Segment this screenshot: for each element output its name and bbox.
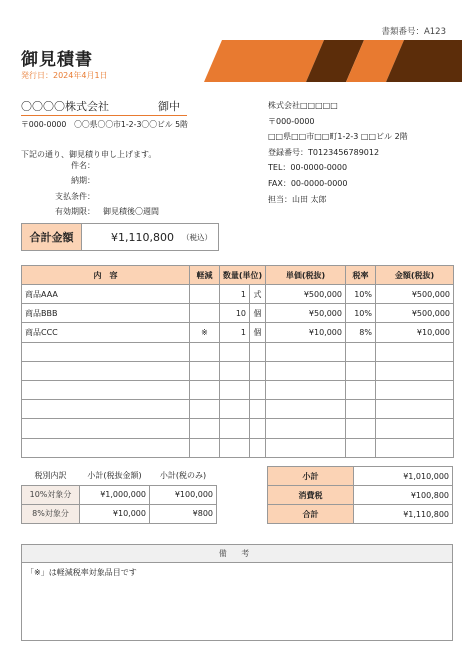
item-amount (376, 419, 454, 438)
item-unit (250, 361, 266, 380)
item-reduced (190, 361, 220, 380)
item-qty (220, 342, 250, 361)
item-reduced (190, 304, 220, 323)
issuer-company: 株式会社□□□□□ (268, 101, 338, 110)
item-reduced (190, 438, 220, 457)
item-price: ¥50,000 (266, 304, 346, 323)
item-amount (376, 342, 454, 361)
item-qty: 1 (220, 285, 250, 304)
document-title: 御見積書 (21, 50, 93, 70)
stripe-orange-1 (204, 40, 324, 82)
item-unit (250, 400, 266, 419)
table-row (22, 342, 454, 361)
tax-bd-col-label: 税別内訳 (22, 466, 80, 485)
item-rate: 8% (346, 323, 376, 342)
tax-breakdown-table (21, 466, 217, 524)
item-price (266, 361, 346, 380)
item-desc: 商品CCC (22, 323, 190, 342)
info-row-delivery (21, 175, 221, 190)
tax-bd-tax: ¥800 (150, 504, 217, 523)
tax-breakdown-header (22, 466, 217, 485)
table-row (22, 504, 217, 523)
item-amount: ¥500,000 (376, 304, 454, 323)
item-reduced (190, 419, 220, 438)
issue-date: 発行日：2024年4月1日 (21, 71, 108, 80)
table-row (22, 361, 454, 380)
summary-total-row (268, 505, 453, 524)
item-price: ¥10,000 (266, 323, 346, 342)
item-rate: 10% (346, 285, 376, 304)
info-label: 件名： (71, 161, 95, 170)
issuer-fax: FAX：00-0000-0000 (268, 178, 348, 188)
tax-bd-tax: ¥100,000 (150, 485, 217, 504)
issuer-registration: 登録番号：T0123456789012 (268, 147, 380, 157)
summary-value: ¥100,800 (354, 486, 453, 505)
item-amount (376, 380, 454, 399)
item-reduced (190, 285, 220, 304)
tax-bd-label: 8%対象分 (22, 504, 80, 523)
item-amount: ¥10,000 (376, 323, 454, 342)
intro-text: 下記の通り、御見積り申し上げます。 (21, 150, 157, 159)
item-rate (346, 438, 376, 457)
item-qty: 10 (220, 304, 250, 323)
item-rate (346, 419, 376, 438)
item-amount (376, 438, 454, 457)
item-reduced (190, 342, 220, 361)
item-reduced (190, 380, 220, 399)
item-qty (220, 438, 250, 457)
item-desc (22, 380, 190, 399)
item-price (266, 438, 346, 457)
col-tax-rate: 税率 (346, 266, 376, 285)
item-rate: 10% (346, 304, 376, 323)
issuer-postal: 〒000-0000 (268, 116, 315, 126)
info-label: 納期： (71, 176, 95, 186)
item-desc (22, 438, 190, 457)
issuer-address: □□県□□市□□町1-2-3 □□ビル 2階 (268, 132, 408, 142)
total-label: 合計金額 (22, 224, 82, 250)
item-amount: ¥500,000 (376, 285, 454, 304)
item-qty (220, 419, 250, 438)
items-table (21, 265, 454, 458)
summary-table (267, 466, 453, 524)
table-row (22, 380, 454, 399)
item-reduced (190, 400, 220, 419)
decorative-stripes (204, 40, 462, 82)
client-name: 〇〇〇〇株式会社 (21, 100, 109, 113)
table-row (22, 438, 454, 457)
item-unit (250, 342, 266, 361)
item-price (266, 419, 346, 438)
item-rate (346, 342, 376, 361)
summary-value: ¥1,010,000 (354, 467, 453, 486)
item-price (266, 400, 346, 419)
doc-number: 書類番号：A123 (381, 27, 446, 37)
item-price (266, 342, 346, 361)
issuer-contact: 担当：山田 太郎 (268, 194, 327, 204)
item-desc: 商品BBB (22, 304, 190, 323)
tax-bd-subtotal: ¥10,000 (80, 504, 150, 523)
item-price (266, 380, 346, 399)
item-amount (376, 361, 454, 380)
col-quantity: 数量(単位) (220, 266, 266, 285)
total-tax-note: （税込） (182, 232, 212, 242)
issuer-info (268, 100, 408, 209)
item-unit: 個 (250, 304, 266, 323)
item-desc (22, 400, 190, 419)
item-unit (250, 380, 266, 399)
item-qty (220, 361, 250, 380)
table-row (22, 419, 454, 438)
table-row (22, 400, 454, 419)
item-qty (220, 400, 250, 419)
table-row (22, 323, 454, 342)
item-unit (250, 419, 266, 438)
items-header-row (22, 266, 454, 285)
item-desc (22, 419, 190, 438)
col-description: 内 容 (22, 266, 190, 285)
item-amount (376, 400, 454, 419)
summary-subtotal-row (268, 467, 453, 486)
tax-bd-col-subtotal: 小計(税抜金額) (80, 466, 150, 485)
client-name-block (21, 98, 187, 116)
table-row (22, 304, 454, 323)
table-row (22, 485, 217, 504)
issuer-tel: TEL：00-0000-0000 (268, 163, 348, 173)
summary-label: 消費税 (268, 486, 354, 505)
item-unit: 式 (250, 285, 266, 304)
col-unit-price: 単価(税抜) (266, 266, 346, 285)
tax-bd-col-tax: 小計(税のみ) (150, 466, 217, 485)
item-unit (250, 438, 266, 457)
remarks-box (21, 544, 453, 641)
item-desc (22, 361, 190, 380)
item-price: ¥500,000 (266, 285, 346, 304)
summary-tax-row (268, 486, 453, 505)
client-honorific: 御中 (158, 100, 180, 113)
info-row-validity (21, 206, 221, 221)
total-amount: ¥1,110,800 (111, 230, 174, 244)
client-address: 〒000-0000 〇〇県〇〇市1-2-3〇〇ビル 5階 (21, 120, 188, 129)
summary-label: 小計 (268, 467, 354, 486)
info-row-subject (21, 160, 221, 175)
item-desc: 商品AAA (22, 285, 190, 304)
info-row-payment (21, 191, 221, 206)
remarks-header: 備 考 (22, 545, 452, 563)
tax-bd-subtotal: ¥1,000,000 (80, 485, 150, 504)
table-row (22, 285, 454, 304)
estimate-info (21, 160, 221, 222)
item-qty: 1 (220, 323, 250, 342)
summary-value: ¥1,110,800 (354, 505, 453, 524)
col-reduced: 軽減 (190, 266, 220, 285)
item-desc (22, 342, 190, 361)
item-unit: 個 (250, 323, 266, 342)
col-amount: 金額(税抜) (376, 266, 454, 285)
item-reduced: ※ (190, 323, 220, 342)
item-rate (346, 361, 376, 380)
remarks-text: 「※」は軽減税率対象品目です (26, 568, 137, 577)
info-label: 支払条件： (55, 191, 95, 201)
info-label: 有効期限： (55, 207, 95, 217)
item-rate (346, 400, 376, 419)
tax-bd-label: 10%対象分 (22, 485, 80, 504)
item-qty (220, 380, 250, 399)
total-amount-box (21, 223, 219, 251)
info-value: 御見積後〇週間 (103, 207, 159, 217)
item-rate (346, 380, 376, 399)
summary-label: 合計 (268, 505, 354, 524)
